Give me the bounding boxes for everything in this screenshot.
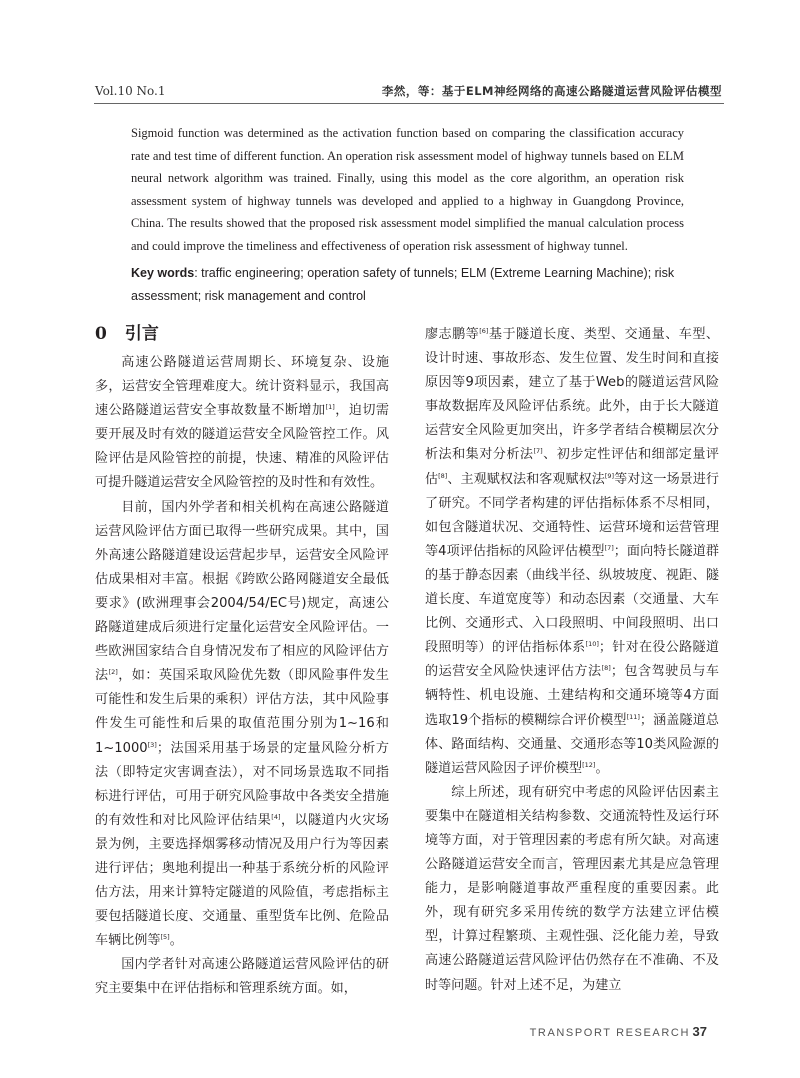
citation-ref: [8] xyxy=(601,664,611,673)
keywords-block xyxy=(131,262,684,307)
paragraph-text: 、初步定性评估和细部定量评估 xyxy=(425,447,720,487)
body-paragraph xyxy=(95,496,389,954)
body-paragraph xyxy=(95,351,389,496)
citation-ref: [5] xyxy=(160,933,170,942)
left-body xyxy=(95,351,389,1002)
section-title: 引言 xyxy=(124,324,159,344)
citation-ref: [2] xyxy=(108,668,118,677)
left-column xyxy=(95,323,389,1002)
paragraph-text: 综上所述，现有研究中考虑的风险评估因素主要集中在隧道相关结构参数、交通流特性及运行环境等方面，对于管理因素的考虑有所欠缺。对高速公路隧道运营安全而言，管理因素尤其是应急管理能力，是影响隧道事故严重程度的重要因素。此外，现有研究多采用传统的数学方法建立评估模型，计算过程繁琐、主观性强、泛化能力差，导致高速公路隧道运营风险评估仍然存在不准确、不及时等问题。针对上述不足，为建立 xyxy=(425,784,719,993)
paragraph-text: 。 xyxy=(595,760,609,776)
paragraph-text: ，以隧道内火灾场景为例，主要选择烟雾移动情况及用户行为等因素进行评估；奥地利提出一种基于系统分析的风险评估方法，用来计算特定隧道的风险值，考虑指标主要包括隧道长度、交通量、重型货车比例、危险品车辆比例等 xyxy=(95,812,390,949)
paragraph-text: ，如：英国采取风险优先数（即风险事件发生可能性和发生后果的乘积）评估方法，其中风险事件发生可能性和后果的取值范围分别为1~16和1~1000 xyxy=(95,668,390,756)
paragraph-text: 廖志鹏等 xyxy=(425,327,480,342)
footer-journal: TRANSPORT RESEARCH xyxy=(529,1027,690,1039)
paragraph-text: ；包含驾驶员与车辆特性、机电设施、土建结构和交通环境等4方面选取19个指标的模糊综合评价模型 xyxy=(425,664,720,728)
paragraph-text: 高速公路隧道运营周期长、环境复杂、设施多，运营安全管理难度大。统计资料显示，我国高速公路隧道运营安全事故数量不断增加 xyxy=(95,355,389,419)
section-heading xyxy=(95,320,389,348)
body-paragraph xyxy=(425,781,719,998)
paragraph-text: 国内学者针对高速公路隧道运营风险评估的研究主要集中在评估指标和管理系统方面。如， xyxy=(95,957,389,997)
citation-ref: [6] xyxy=(479,327,489,335)
citation-ref: [7] xyxy=(604,543,614,552)
paragraph-text: 基于隧道长度、类型、交通量、车型、设计时速、事故形态、发生位置、发生时间和直接原因等9项因素，建立了基于Web的隧道运营风险事故数据库及风险评估系统。此外，由于长大隧道运营安全风险更加突出，许多学者结合模糊层次分析法和集对分析法 xyxy=(425,327,720,463)
citation-ref: [8] xyxy=(438,471,448,480)
volume-label: Vol.10 No.1 xyxy=(95,84,166,98)
body-paragraph xyxy=(425,323,719,781)
section-number: 0 xyxy=(95,324,107,344)
header-divider xyxy=(94,103,724,104)
paragraph-text: 、主观赋权法和客观赋权法 xyxy=(447,471,605,487)
paragraph-text: ，迫切需要开展及时有效的隧道运营安全风险管控工作。风险评估是风险管控的前提，快速、精准的风险评估可提升隧道运营安全风险管控的及时性和有效性。 xyxy=(95,403,390,491)
citation-ref: [12] xyxy=(582,760,596,769)
paragraph-text: ；面向特长隧道群的基于静态因素（曲线半径、纵坡坡度、视距、隧道长度、车道宽度等）和动态因素（交通量、大车比例、交通形式、入口段照明、中间段照明、出口段照明等）的评估指标体系 xyxy=(425,543,719,656)
page-number: 37 xyxy=(692,1024,707,1039)
paragraph-text: ；针对在役公路隧道的运营安全风险快速评估方法 xyxy=(425,640,720,680)
keywords-label: Key words xyxy=(131,266,195,280)
citation-ref: [11] xyxy=(626,712,640,721)
paragraph-text: 目前，国内外学者和相关机构在高速公路隧道运营风险评估方面已取得一些研究成果。其中，国外高速公路隧道建设运营起步早，运营安全风险评估成果相对丰富。根据《跨欧公路网隧道安全最低要求》(欧洲理事会2004/54/EC号)规定，高速公路隧道建成后须进行定量化运营安全风险评估。一些欧洲国家结合自身情况发布了相应的风险评估方法 xyxy=(95,499,389,684)
keywords-text: : traffic engineering; operation safety of tunnels; ELM (Extreme Learning Machine); risk assessment; risk management and control xyxy=(131,266,675,303)
citation-ref: [3] xyxy=(147,740,157,749)
abstract-text: Sigmoid function was determined as the activation function based on comparing the classification accuracy rate and test time of different function. An operation risk assessment model of highway tunnels based on ELM neural network algorithm was trained. Finally, using this model as the core algorithm, an operation risk assessment system of highway tunnels was developed and applied to a highway in Guangdong Province, China. The results showed that the proposed risk assessment model simplified the manual calculation process and could improve the timeliness and effectiveness of operation risk assessment of highway tunnel. xyxy=(131,126,684,253)
paragraph-text: ；法国采用基于场景的定量风险分析方法（即特定灾害调查法），对不同场景选取不同指标进行评估，可用于研究风险事故中各类安全措施的有效性和对比风险评估结果 xyxy=(95,740,389,828)
paragraph-text: 等对这一场景进行了研究。不同学者构建的评估指标体系不尽相同，如包含隧道状况、交通特性、运营环境和运营管理等4项评估指标的风险评估模型 xyxy=(425,471,720,559)
abstract-block xyxy=(131,122,684,257)
running-title: 李然，等：基于ELM神经网络的高速公路隧道运营风险评估模型 xyxy=(381,84,722,98)
citation-ref: [7] xyxy=(533,447,543,456)
citation-ref: [4] xyxy=(271,812,281,821)
right-body xyxy=(425,323,719,998)
body-paragraph xyxy=(95,953,389,1001)
paragraph-text: ；涵盖隧道总体、路面结构、交通量、交通形态等10类风险源的隧道运营风险因子评价模型 xyxy=(425,712,719,776)
citation-ref: [9] xyxy=(604,471,615,480)
citation-ref: [1] xyxy=(325,403,335,412)
right-column xyxy=(425,323,719,998)
citation-ref: [10] xyxy=(585,640,599,649)
paragraph-text: 。 xyxy=(169,933,183,949)
